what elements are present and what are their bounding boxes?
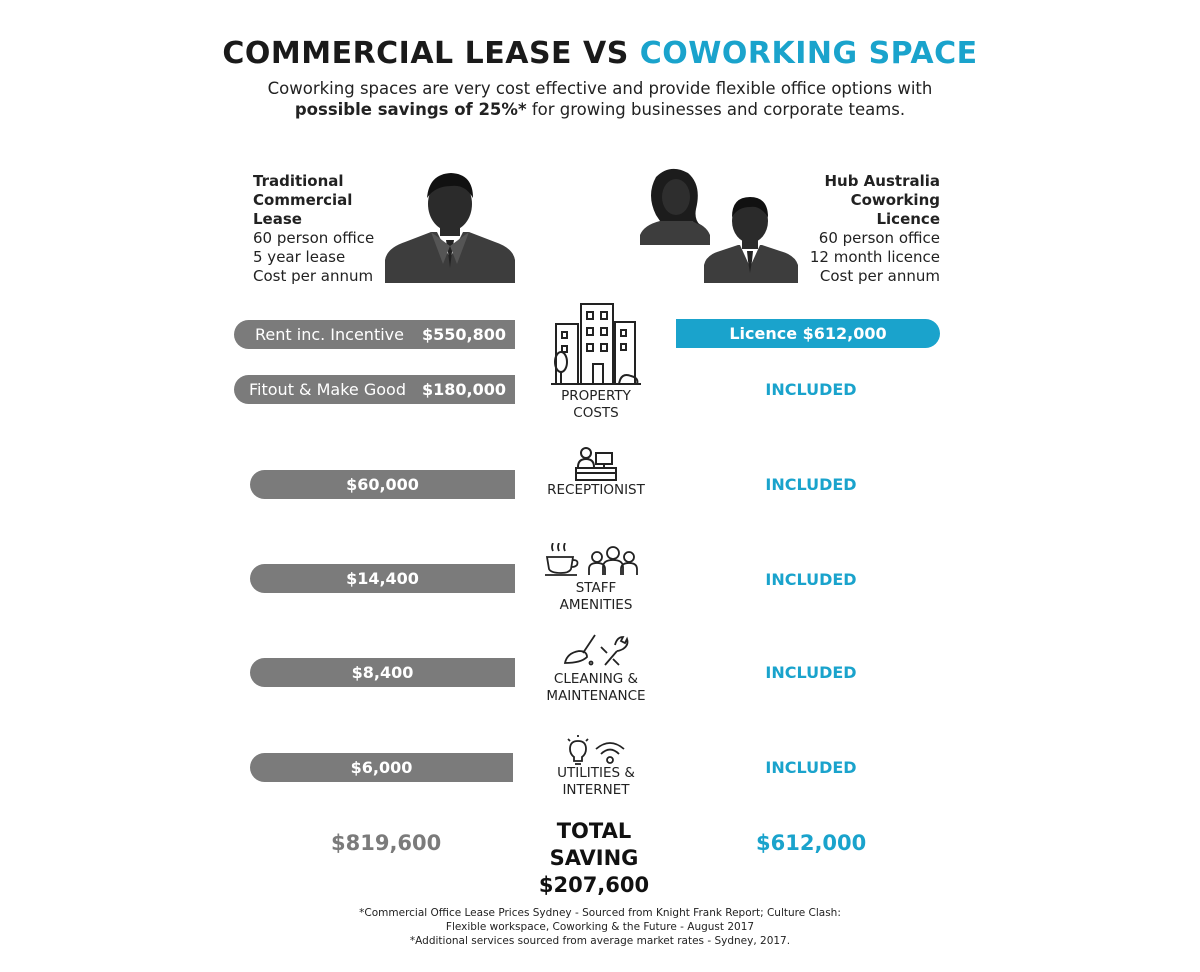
cleaning-value: $8,400 bbox=[351, 663, 414, 682]
total-coworking-cost: $612,000 bbox=[756, 831, 867, 855]
category-receptionist-line-1: RECEPTIONIST bbox=[547, 482, 645, 498]
rent-value: $550,800 bbox=[421, 325, 506, 344]
category-amenities-line-1: STAFF bbox=[575, 580, 617, 596]
amenities-included: INCLUDED bbox=[765, 570, 857, 589]
right-profile-title-3: Licence bbox=[876, 210, 940, 228]
category-cleaning-line-1: CLEANING & bbox=[553, 671, 639, 687]
cleaning-cost-bar bbox=[250, 658, 515, 687]
title-part-1: COMMERCIAL LEASE VS bbox=[222, 36, 640, 71]
category-utilities-line-2: INTERNET bbox=[562, 782, 630, 798]
footnote-line-3: *Additional services sourced from average market rates - Sydney, 2017. bbox=[409, 935, 791, 947]
receptionist-included: INCLUDED bbox=[765, 475, 857, 494]
utilities-cost-bar bbox=[250, 753, 513, 782]
rent-cost-bar bbox=[234, 320, 515, 349]
category-property-line-1: PROPERTY bbox=[561, 388, 631, 404]
subtitle-line-2 bbox=[150, 99, 1050, 120]
right-profile-title-2: Coworking bbox=[850, 191, 940, 209]
amenities-cost-bar bbox=[250, 564, 515, 593]
amenities-icon bbox=[545, 543, 645, 579]
category-receptionist bbox=[516, 482, 676, 499]
category-cleaning bbox=[516, 671, 676, 705]
category-property-line-2: COSTS bbox=[573, 405, 619, 421]
category-cleaning-line-2: MAINTENANCE bbox=[546, 688, 646, 704]
rent-label: Rent inc. Incentive bbox=[255, 325, 404, 344]
total-saving-line-1: TOTAL bbox=[556, 819, 632, 843]
utilities-included: INCLUDED bbox=[765, 758, 857, 777]
footnotes bbox=[250, 906, 950, 948]
subtitle-bold: possible savings of 25%* bbox=[294, 100, 527, 119]
right-profile-title-1: Hub Australia bbox=[824, 172, 940, 190]
building-icon bbox=[551, 300, 641, 388]
title-part-2: COWORKING SPACE bbox=[639, 36, 978, 71]
left-profile-detail-3: Cost per annum bbox=[253, 267, 374, 285]
category-utilities-line-1: UTILITIES & bbox=[557, 765, 635, 781]
subtitle-rest: for growing businesses and corporate teams. bbox=[526, 100, 906, 119]
receptionist-cost-bar bbox=[250, 470, 515, 499]
right-profile-text bbox=[760, 172, 940, 286]
utilities-value: $6,000 bbox=[350, 758, 413, 777]
total-saving-line-2: SAVING bbox=[549, 846, 639, 870]
left-profile-title-2: Commercial bbox=[253, 191, 353, 209]
left-profile-title-1: Traditional bbox=[253, 172, 344, 190]
category-utilities bbox=[516, 765, 676, 799]
receptionist-icon bbox=[574, 445, 618, 483]
right-profile-detail-3: Cost per annum bbox=[819, 267, 940, 285]
subtitle-line-1: Coworking spaces are very cost effective and provide flexible office options with bbox=[267, 79, 933, 98]
businessman-icon bbox=[385, 168, 515, 283]
receptionist-value: $60,000 bbox=[346, 475, 419, 494]
utilities-icon bbox=[566, 735, 632, 767]
fitout-label: Fitout & Make Good bbox=[249, 380, 406, 399]
page-title bbox=[0, 36, 1200, 71]
total-saving-amount: $207,600 bbox=[538, 873, 650, 897]
footnote-line-2: Flexible workspace, Coworking & the Future - August 2017 bbox=[445, 921, 755, 933]
right-profile-detail-1: 60 person office bbox=[818, 229, 940, 247]
left-profile-detail-2: 5 year lease bbox=[253, 248, 346, 266]
footnote-line-1: *Commercial Office Lease Prices Sydney - Sourced from Knight Frank Report; Culture Clash: bbox=[359, 907, 841, 919]
left-profile-title-3: Lease bbox=[253, 210, 302, 228]
left-profile-text bbox=[253, 172, 374, 286]
cleaning-included: INCLUDED bbox=[765, 663, 857, 682]
amenities-value: $14,400 bbox=[346, 569, 419, 588]
right-profile-detail-2: 12 month licence bbox=[809, 248, 940, 266]
cleaning-icon bbox=[561, 633, 631, 669]
total-lease-cost: $819,600 bbox=[331, 831, 442, 855]
category-amenities-line-2: AMENITIES bbox=[559, 597, 633, 613]
subtitle bbox=[150, 78, 1050, 120]
category-property-costs bbox=[516, 388, 676, 422]
fitout-included: INCLUDED bbox=[765, 380, 857, 399]
category-staff-amenities bbox=[516, 580, 676, 614]
fitout-cost-bar bbox=[234, 375, 515, 404]
licence-cost-bar: Licence $612,000 bbox=[676, 319, 940, 348]
left-profile-detail-1: 60 person office bbox=[253, 229, 375, 247]
total-saving bbox=[494, 818, 694, 899]
fitout-value: $180,000 bbox=[421, 380, 506, 399]
